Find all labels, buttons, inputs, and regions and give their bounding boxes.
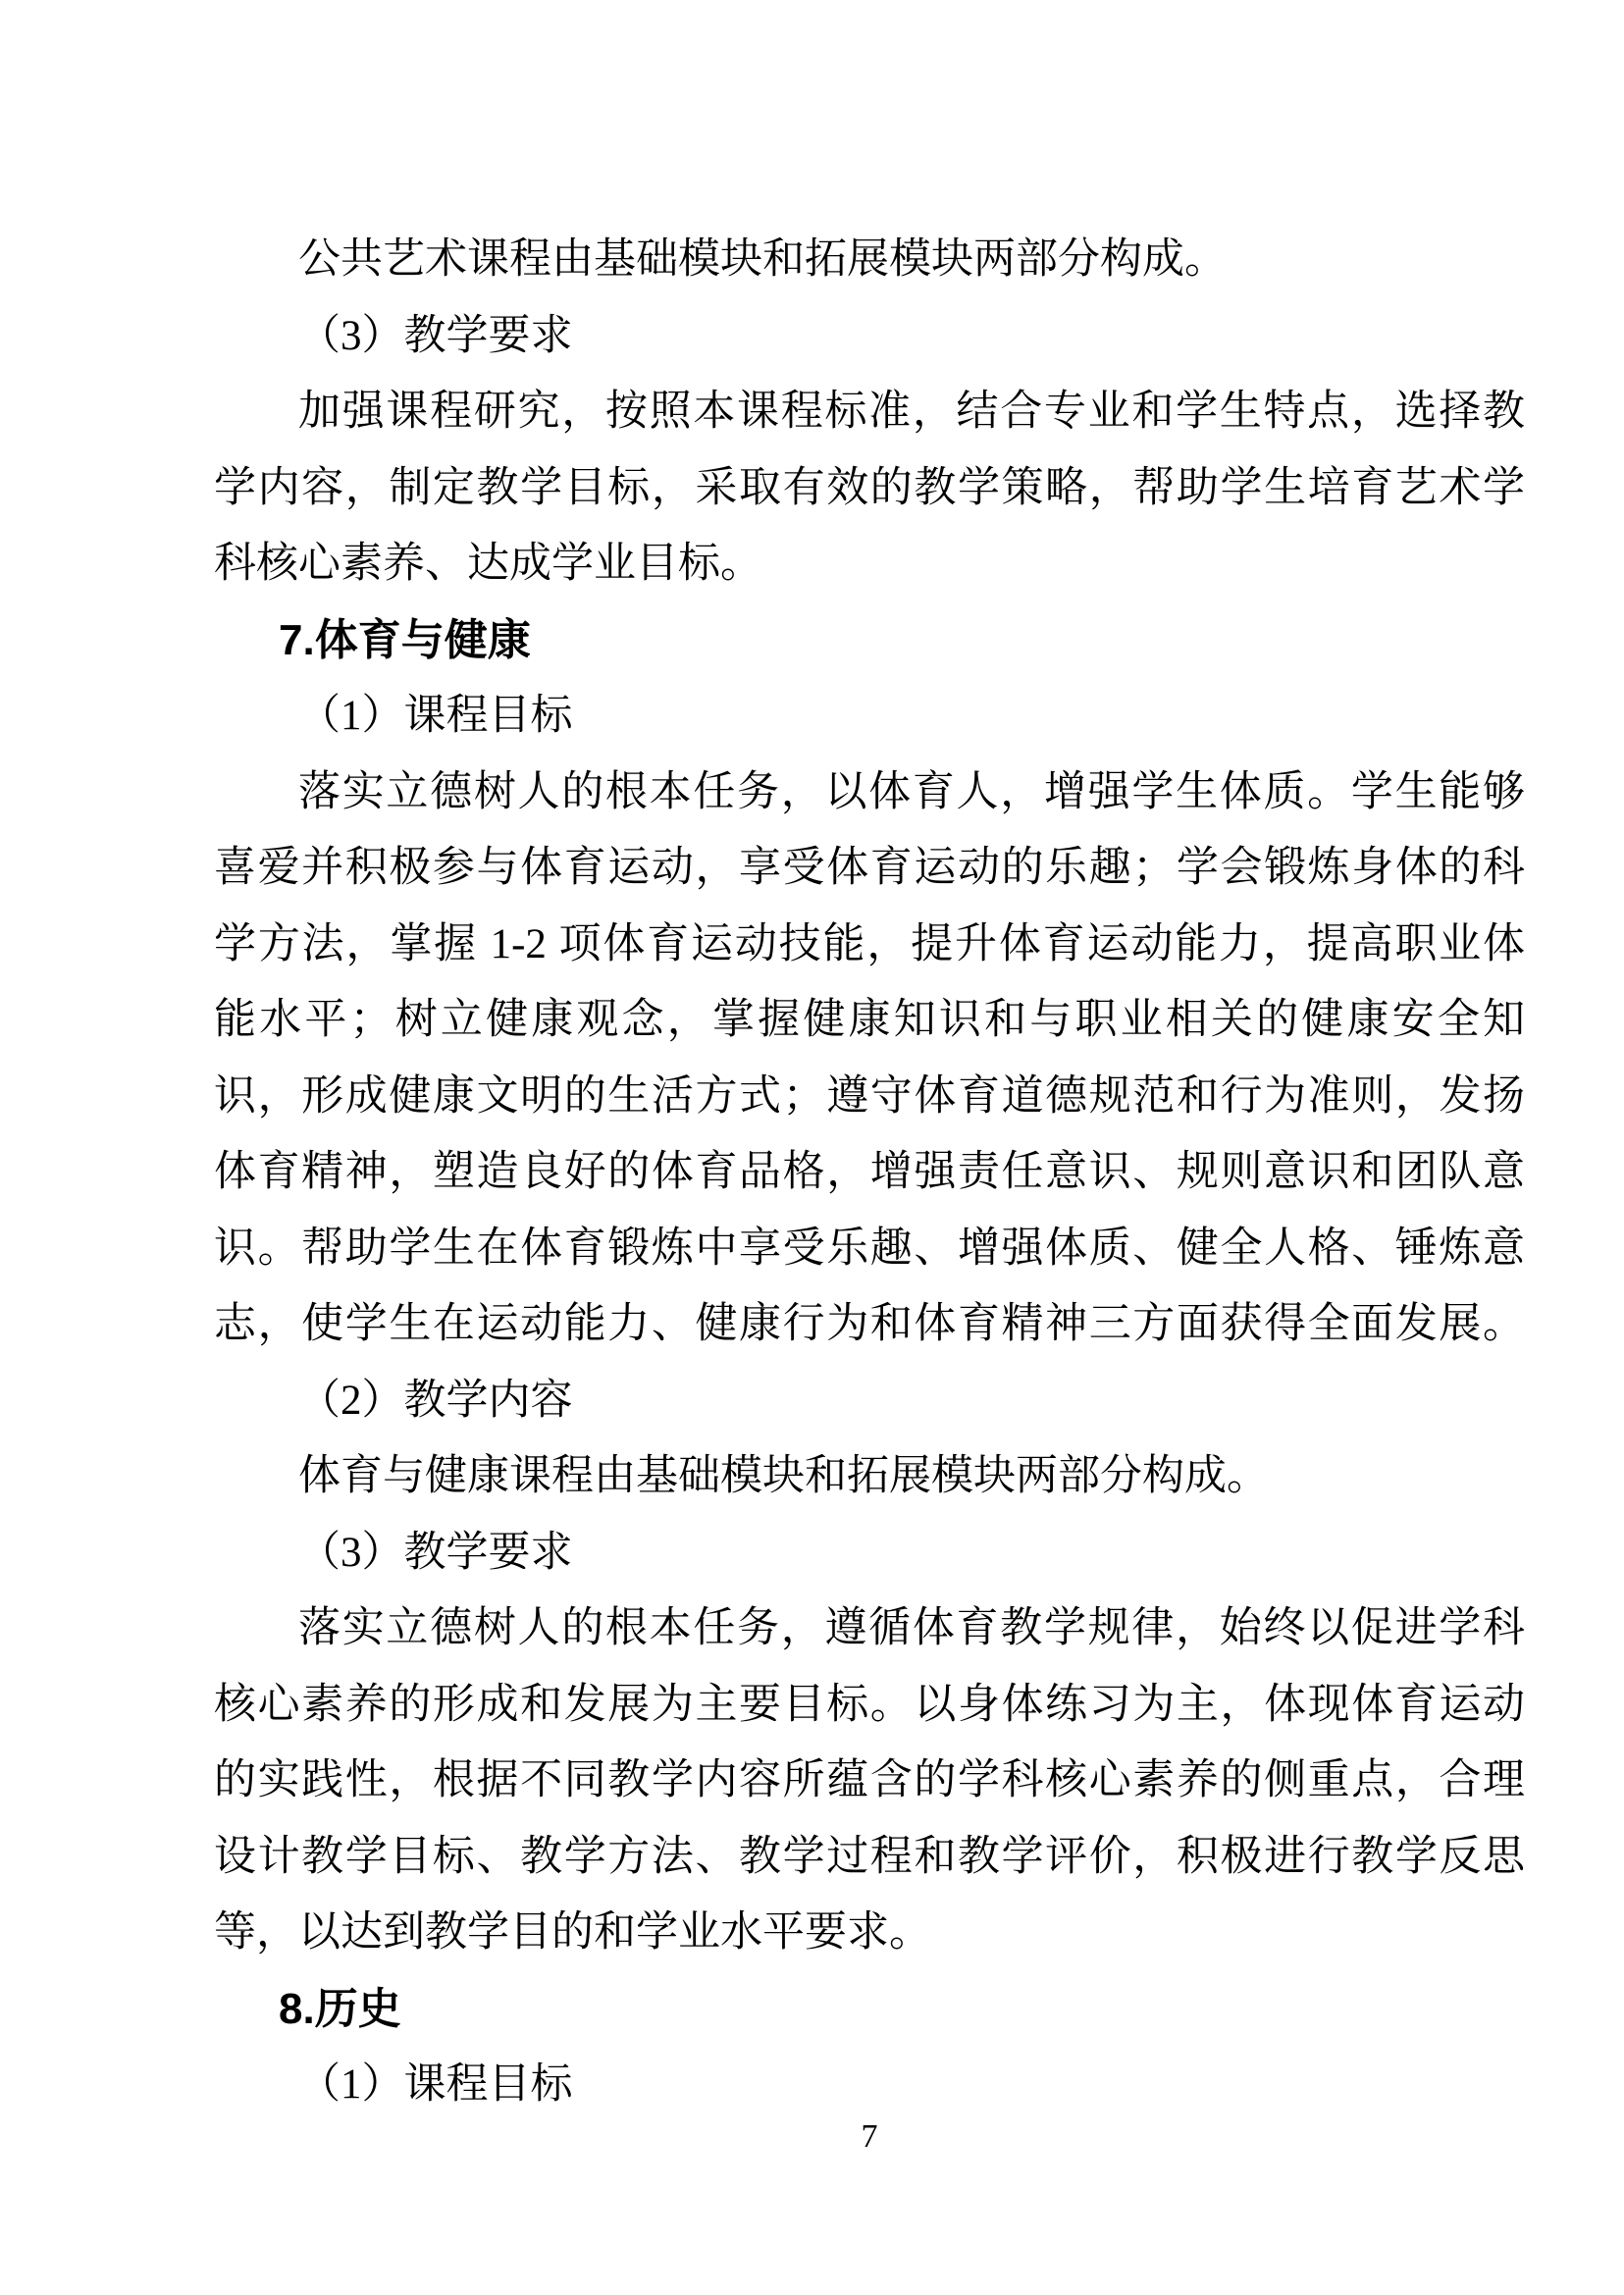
text-line: （2）教学内容 [298,1377,573,1424]
section-heading: 7.体育与健康 [279,615,531,664]
text-line: 设计教学目标、教学方法、教学过程和教学评价，积极进行教学反思 [214,1833,1525,1880]
section-heading: 8.历史 [279,1984,401,2033]
text-line: 识。帮助学生在体育锻炼中享受乐趣、增强体质、健全人格、锤炼意 [214,1225,1525,1272]
text-line: （3）教学要求 [298,1529,573,1576]
text-line: 识，形成健康文明的生活方式；遵守体育道德规范和行为准则，发扬 [214,1072,1525,1120]
text-line: 加强课程研究，按照本课程标准，结合专业和学生特点，选择教 [298,389,1525,435]
text-line: 核心素养的形成和发展为主要目标。以身体练习为主，体现体育运动 [214,1681,1525,1728]
page-number: 7 [861,2118,878,2155]
text-line: 学内容，制定教学目标，采取有效的教学策略，帮助学生培育艺术学 [214,464,1525,511]
text-line: （1）课程目标 [298,693,573,739]
document-text-block [214,222,1525,2123]
text-line: 学方法，掌握 1-2 项体育运动技能，提升体育运动能力，提高职业体 [214,920,1525,967]
text-line: 体育与健康课程由基础模块和拓展模块两部分构成。 [298,1453,1269,1499]
text-line: 等，以达到教学目的和学业水平要求。 [214,1909,931,1956]
text-line: 公共艺术课程由基础模块和拓展模块两部分构成。 [298,236,1227,283]
text-line: 喜爱并积极参与体育运动，享受体育运动的乐趣；学会锻炼身体的科 [214,845,1525,891]
text-line: （1）课程目标 [298,2061,573,2108]
text-line: （3）教学要求 [298,312,573,359]
text-line: 科核心素养、达成学业目标。 [214,541,762,587]
text-line: 能水平；树立健康观念，掌握健康知识和与职业相关的健康安全知 [214,997,1525,1043]
text-line: 体育精神，塑造良好的体育品格，增强责任意识、规则意识和团队意 [214,1149,1525,1195]
text-line: 的实践性，根据不同教学内容所蕴含的学科核心素养的侧重点，合理 [214,1757,1525,1803]
text-line: 志，使学生在运动能力、健康行为和体育精神三方面获得全面发展。 [214,1301,1525,1347]
text-line: 落实立德树人的根本任务，以体育人，增强学生体质。学生能够 [298,768,1525,815]
text-line: 落实立德树人的根本任务，遵循体育教学规律，始终以促进学科 [298,1605,1525,1651]
